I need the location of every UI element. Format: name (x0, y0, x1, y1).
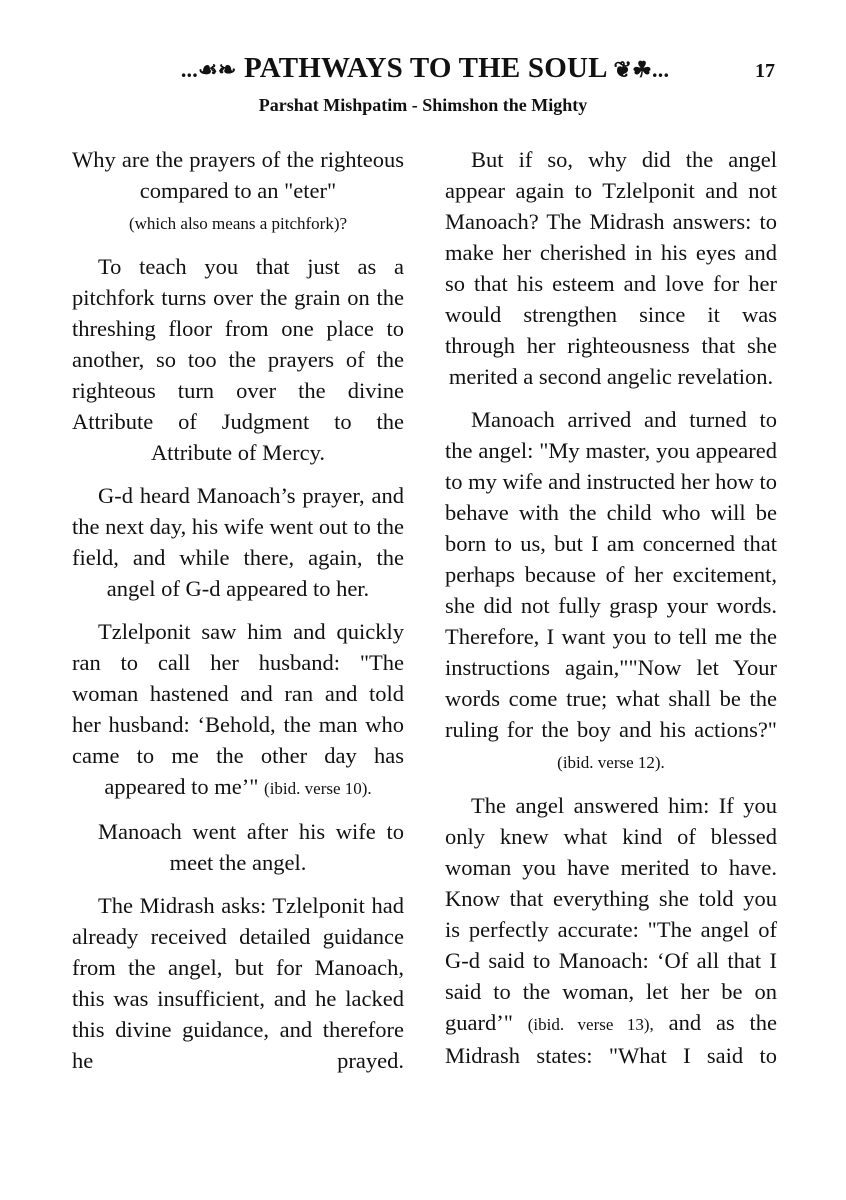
citation: (ibid. verse 12). (557, 753, 665, 772)
paragraph-text: Manoach went after his wife to meet the angel. (98, 819, 404, 875)
paragraph (72, 480, 404, 604)
running-header-title (130, 52, 720, 85)
paragraph (72, 816, 404, 878)
ornament-left-icon: ...☙❧ (180, 57, 237, 82)
paragraph-note: (which also means a pitchfork)? (128, 214, 348, 233)
paragraph-text: But if so, why did the angel appear again to Tzlelponit and not Manoach? The Midrash answers: to make her cherished in his eyes and so that his esteem and love for her would strengthen since it was through her righteousness that she merited a second angelic revelation. (445, 147, 777, 389)
right-column (445, 144, 777, 1083)
paragraph (72, 251, 404, 468)
paragraph-text: Tzlelponit saw him and quickly ran to call her husband: "The woman hastened and ran and told her husband: ‘Behold, the man who came to me the other day has appeared to me’" (72, 619, 404, 799)
paragraph (445, 404, 777, 778)
paragraph-text: Manoach arrived and turned to the angel: "My master, you appeared to my wife and instructed her how to behave with the child who will be born to us, but I am concerned that perhaps because of her excitement, she did not fully grasp your words. Therefore, I want you to tell me the instructions again,""Now let Your words come true; what shall be the ruling for the boy and his actions?" (445, 407, 777, 742)
paragraph (445, 144, 777, 392)
paragraph-text: and as the Midrash states: "What I said to (445, 1010, 777, 1068)
left-column (72, 144, 404, 1088)
paragraph-text: G-d heard Manoach’s prayer, and the next day, his wife went out to the field, and while there, again, the angel of G-d appeared to her. (72, 483, 404, 601)
paragraph (72, 616, 404, 804)
paragraph-text: Why are the prayers of the righteous compared to an "eter" (72, 147, 404, 203)
paragraph-text: The angel answered him: If you only knew what kind of blessed woman you have merited to have. Know that everything she told you is perfectly accurate: "The angel of G-d said to Manoach: ‘Of all that I said to the woman, let her be on guard’" (445, 793, 777, 1035)
paragraph-text: To teach you that just as a pitchfork turns over the grain on the threshing floor from one place to another, so too the prayers of the righteous turn over the divine Attribute of Judgment to the Attribute of Mercy. (72, 254, 404, 465)
paragraph (445, 790, 777, 1071)
citation: (ibid. verse 13), (527, 1015, 654, 1034)
chapter-subtitle: Parshat Mishpatim - Shimshon the Mighty (258, 95, 588, 115)
paragraph (72, 144, 404, 239)
page-number: 17 (755, 60, 775, 82)
citation: (ibid. verse 10). (264, 779, 372, 798)
paragraph (72, 890, 404, 1076)
paragraph-text: The Midrash asks: Tzlelponit had already received detailed guidance from the angel, but for Manoach, this was insufficient, and he lacked this divine guidance, and therefore he prayed. (72, 893, 404, 1073)
ornament-right-icon: ❦☘... (613, 57, 670, 82)
book-title: PATHWAYS TO THE SOUL (243, 52, 607, 84)
